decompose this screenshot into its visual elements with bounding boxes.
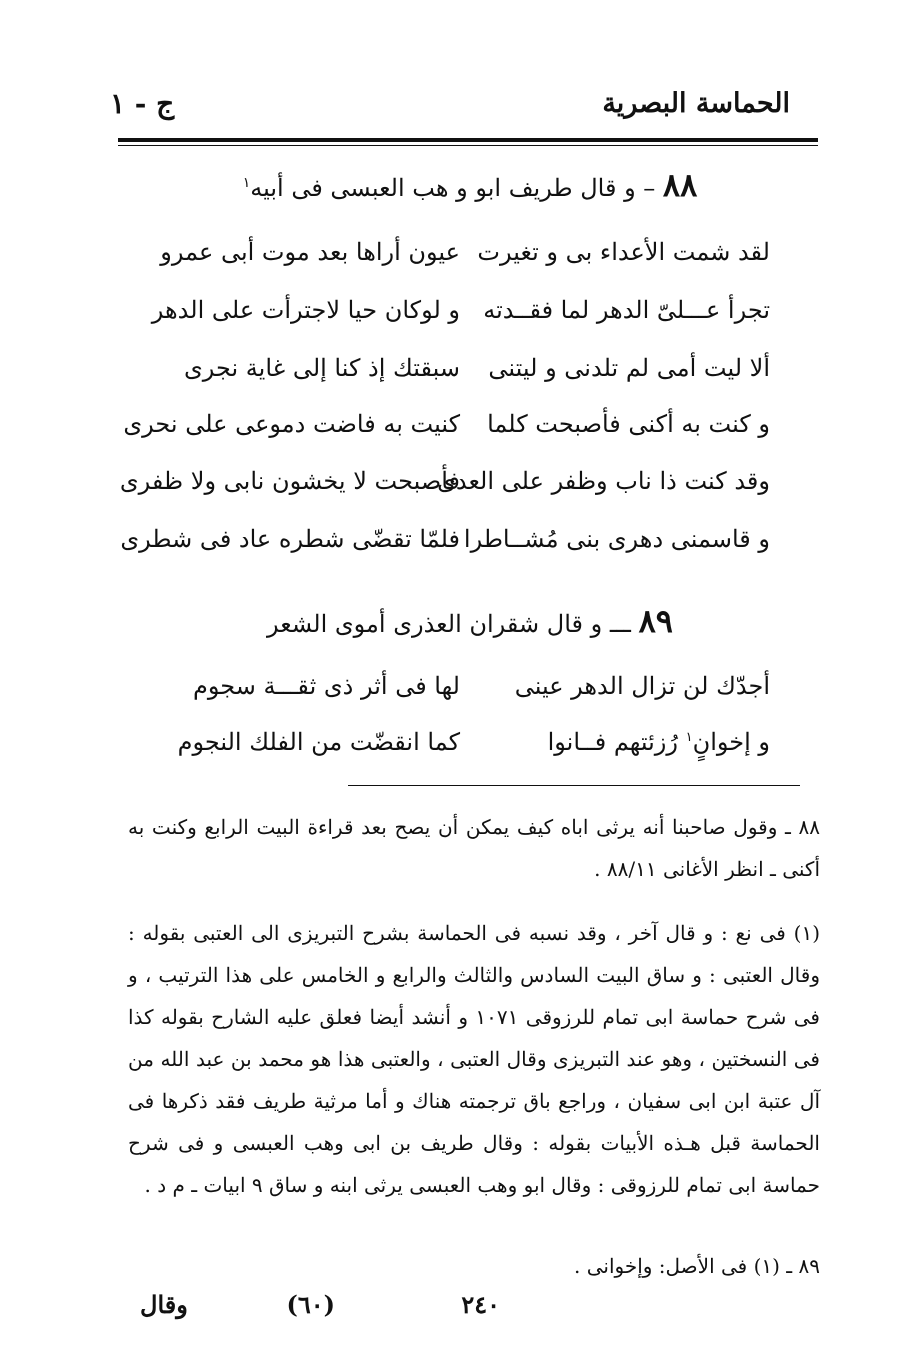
verse-line [150,728,770,778]
page-number: ٢٤٠ [461,1290,500,1319]
verse-first-hemistich: ألا ليت أمى لم تلدنى و ليتنى [488,354,770,382]
section-number: (٦٠) [286,1290,335,1319]
header-rule-thin [118,145,818,146]
verse-second-hemistich: لها فى أثر ذى ثقـــة سجوم [192,672,460,700]
verse-first-hemistich [470,728,770,756]
verse-word: و إخوانٍ [692,728,770,756]
verse-line [123,410,770,460]
verse-second-hemistich: كما انقضّت من الفلك النجوم [177,728,460,756]
verse-second-hemistich: سبقتك إذ كنا إلى غاية نجرى [183,354,460,382]
verse-second-hemistich: فأصبحت لا يخشون نابى ولا ظفرى [119,467,460,495]
running-header [110,78,790,128]
verse-first-hemistich: لقد شمت الأعداء بى و تغيرت [477,238,770,266]
poem-88-heading [150,166,790,204]
header-rule-thick [118,138,818,142]
poem-number: ٨٨ [662,166,698,204]
verse-line [150,354,770,404]
verse-first-hemistich: وقد كنت ذا ناب وظفر على العدى [437,467,770,495]
verse-first-hemistich: و قاسمنى دهرى بنى مُشــاطرا [463,525,770,553]
poem-heading-text: ـــ و قال شقران العذرى أموى الشعر [267,610,631,638]
footnote-separator [348,785,800,786]
footnote-marker: ١ [242,175,251,191]
catchword: وقال [140,1290,188,1319]
volume-label: ج - ١ [110,86,175,120]
verse-line [119,467,770,517]
verse-line [150,296,770,346]
verse-second-hemistich: كنيت به فاضت دموعى على نحرى [123,410,460,438]
verse-first-hemistich: و كنت به أكنى فأصبحت كلما [487,410,770,438]
verse-first-hemistich: أجدّك لن تزال الدهر عينى [514,672,770,700]
footnote-89: ٨٩ ـ (١) فى الأصل: وإخوانى . [574,1254,820,1278]
footnote-marker: ١ [685,730,693,745]
verse-second-hemistich: عيون أراها بعد موت أبى عمرو [160,238,460,266]
verse-second-hemistich: و لوكان حيا لاجترأت على الدهر [151,296,460,324]
verse-first-hemistich: تجرأ عـــلىّ الدهر لما فقــدته [483,296,770,324]
verse-line [150,238,770,288]
footnote-88: ٨٨ ـ وقول صاحبنا أنه يرثى اباه كيف يمكن أن يصح بعد قراءة البيت الرابع وكنت به أكنى ـ انظر الأغانى ٨٨/١١ . [128,815,820,881]
poem-number: ٨٩ [638,602,673,640]
footnote-1: (١) فى نع : و قال آخر ، وقد نسبه فى الحماسة بشرح التبريزى الى العتبى بقوله : وقال العتبى : و ساق البيت السادس والثالث والرابع و الخامس على هذا الترتيب ، و فى شرح حماسة ابى تمام للرزوقى ١٠٧١ و أنشد أيضا فعلق عليه الشارح بقوله كذا فى النسختين ، وهو عند التبريزى وقال العتبى ، والعتبى هذا هو محمد بن عبد الله من آل عتبة ابن ابى سفيان ، وراجع باق ترجمته هناك و أما مرثية طريف فقد ذكرها فى الحماسة قبل هـذه الأبيات بقوله : وقال طريف بن ابى وهب العبسى و فى شرح حماسة ابى تمام للرزوقى : وقال ابو وهب العبسى يرثى ابنه و ساق ٩ ابيات ـ م د . [128,921,820,1197]
verse-line [120,525,770,575]
verse-second-hemistich: فلمّا تقضّى شطره عاد فى شطرى [120,525,460,553]
verse-word: رُزئتهم فــانوا [547,728,678,756]
poem-89-heading [150,602,790,640]
poem-heading-text: – و قال طريف ابو و هب العبسى فى أبيه [250,174,656,202]
book-title: الحماسة البصرية [602,87,790,119]
verse-line [150,672,770,722]
page-footer [140,1290,680,1330]
